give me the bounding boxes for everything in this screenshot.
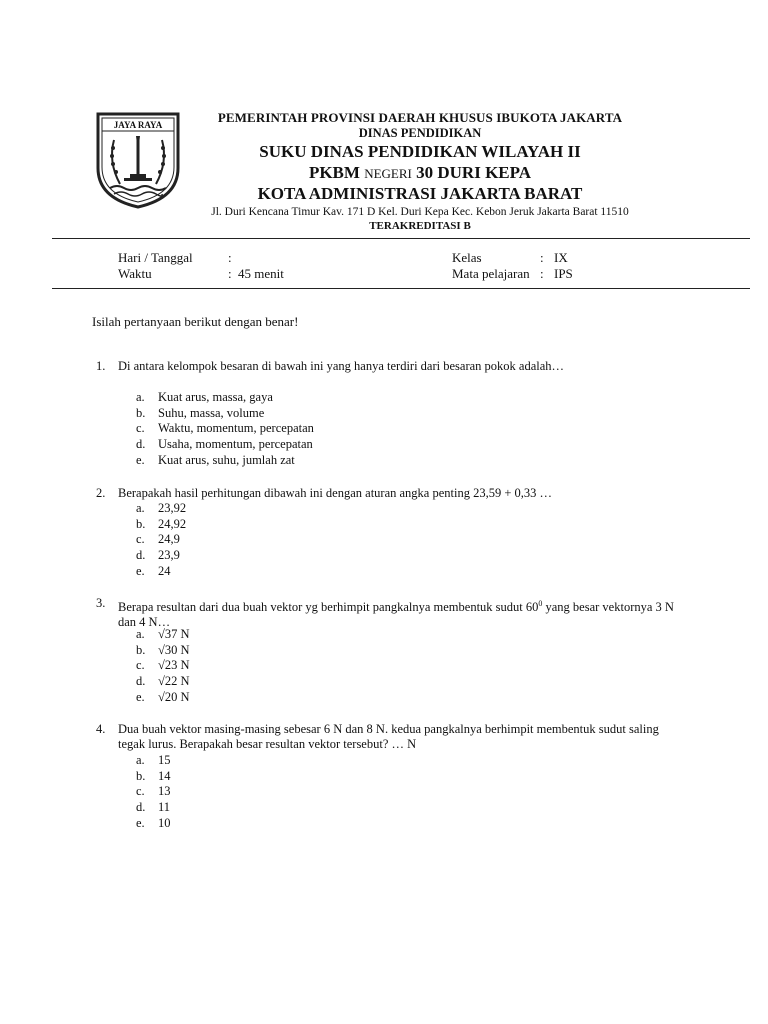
school-prefix: PKBM [308, 163, 365, 182]
option-letter: d. [136, 674, 146, 689]
option-text: √23 N [158, 658, 190, 673]
header-divider [52, 238, 750, 239]
option-letter: a. [136, 390, 145, 404]
option-letter: b. [136, 405, 146, 420]
option-text: Suhu, massa, volume [158, 405, 265, 420]
option-letter: c. [136, 532, 145, 547]
school-status: NEGERI [364, 166, 412, 181]
option-text: √22 N [158, 674, 190, 689]
option-letter: b. [136, 642, 146, 657]
subject-label: Mata pelajaran [452, 266, 530, 281]
header-province: PEMERINTAH PROVINSI DAERAH KHUSUS IBUKOTA JAKARTA [217, 110, 623, 125]
subject-separator: : [540, 266, 544, 281]
header-school-name [190, 163, 650, 183]
header-city: KOTA ADMINISTRASI JAKARTA BARAT [257, 184, 583, 203]
option-letter: c. [136, 421, 145, 436]
option-letter: e. [136, 689, 145, 704]
option-text: Kuat arus, suhu, jumlah zat [158, 452, 295, 467]
header-address: Jl. Duri Kencana Timur Kav. 171 D Kel. Duri Kepa Kec. Kebon Jeruk Jakarta Barat 11510 [211, 206, 629, 218]
option-text: 23,9 [158, 548, 180, 563]
question-number: 4. [96, 722, 106, 736]
question-stem: Berapakah hasil perhitungan dibawah ini dengan aturan angka penting 23,59 + 0,33 … [118, 486, 553, 500]
question-stem: Dua buah vektor masing-masing sebesar 6 N dan 8 N. kedua pangkalnya berhimpit membentuk sudut saling tegak lurus. Berapakah besar resultan vektor tersebut? … N [118, 722, 659, 751]
header-sub-department: SUKU DINAS PENDIDIKAN WILAYAH II [259, 142, 581, 161]
option-letter: e. [136, 452, 145, 467]
day-date-label: Hari / Tanggal [118, 250, 193, 265]
question-1 [96, 359, 676, 374]
option-text: 13 [158, 784, 171, 799]
school-name: 30 DURI KEPA [411, 163, 532, 182]
option-text: Kuat arus, massa, gaya [158, 390, 273, 404]
header-department: DINAS PENDIDIKAN [358, 126, 482, 140]
time-label: Waktu [118, 266, 152, 281]
option-letter: a. [136, 627, 145, 641]
instruction-text: Isilah pertanyaan berikut dengan benar! [92, 314, 299, 329]
option-letter: d. [136, 437, 146, 452]
option-text: 23,92 [158, 501, 187, 515]
option-text: 24 [158, 563, 171, 578]
question-number: 3. [96, 596, 106, 610]
stem-part: Berapa resultan dari dua buah vektor yg berhimpit pangkalnya membentuk sudut 60 [118, 600, 539, 615]
info-divider [52, 288, 750, 289]
option-text: Waktu, momentum, percepatan [158, 421, 314, 436]
question-3 [96, 596, 676, 630]
option-text: √20 N [158, 689, 190, 704]
option-letter: a. [136, 753, 145, 767]
header-accreditation: TERAKREDITASI B [369, 220, 471, 232]
class-separator: : [540, 250, 544, 265]
question-stem: Di antara kelompok besaran di bawah ini yang hanya terdiri dari besaran pokok adalah… [118, 359, 565, 373]
class-label: Kelas [452, 250, 482, 265]
question-4 [96, 722, 676, 752]
degree-superscript: 0 [538, 599, 543, 608]
jakarta-coat-of-arms-logo [94, 110, 182, 210]
option-text: Usaha, momentum, percepatan [158, 437, 313, 452]
option-text: √30 N [158, 642, 190, 657]
option-text: 14 [158, 768, 171, 783]
option-text: 15 [158, 753, 171, 767]
option-letter: e. [136, 563, 145, 578]
day-date-separator: : [228, 250, 232, 265]
stem-part: yang besar vektornya 3 N dan 4 N… [118, 600, 674, 630]
option-letter: e. [136, 815, 145, 830]
option-text: √37 N [158, 627, 190, 641]
option-letter: a. [136, 501, 145, 515]
option-letter: c. [136, 784, 145, 799]
subject-value: IPS [554, 266, 573, 281]
question-stem [118, 596, 676, 630]
option-letter: b. [136, 516, 146, 531]
option-text: 11 [158, 800, 171, 815]
time-separator: : [228, 266, 232, 281]
option-letter: d. [136, 800, 146, 815]
question-number: 1. [96, 359, 106, 373]
time-value: 45 menit [238, 266, 284, 281]
option-letter: d. [136, 548, 146, 563]
question-2 [96, 486, 676, 501]
option-letter: c. [136, 658, 145, 673]
option-text: 10 [158, 815, 171, 830]
class-value: IX [554, 250, 568, 265]
question-number: 2. [96, 486, 106, 500]
option-text: 24,9 [158, 532, 180, 547]
logo-motto: JAYA RAYA [113, 120, 163, 130]
option-text: 24,92 [158, 516, 187, 531]
option-letter: b. [136, 768, 146, 783]
